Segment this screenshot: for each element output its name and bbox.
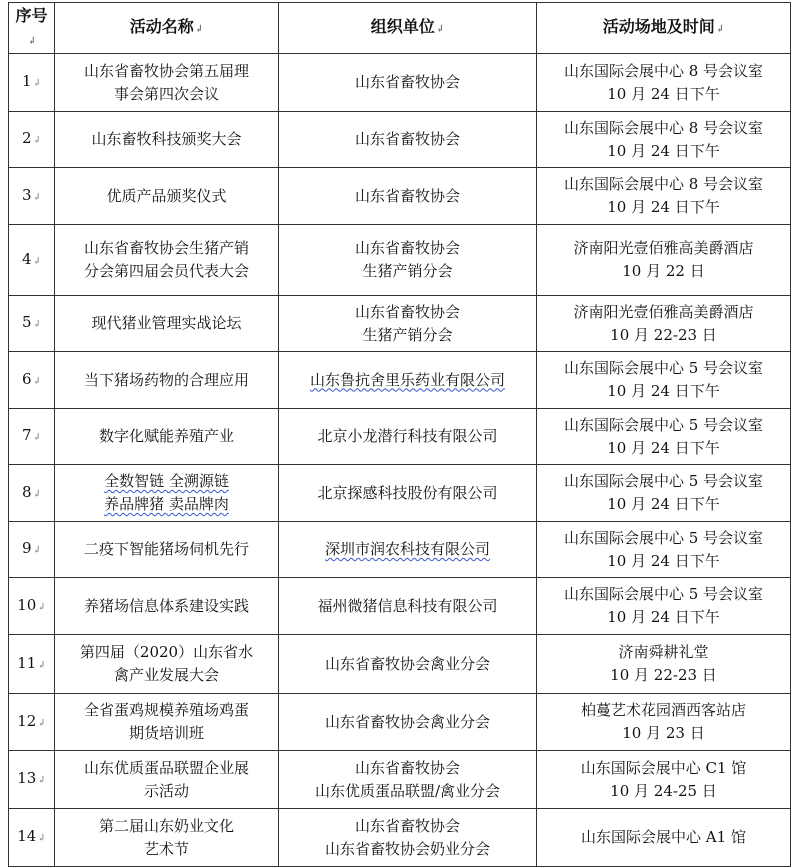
cell-no: 2↲ (9, 112, 55, 168)
events-table (8, 2, 791, 867)
org-line: 山东省畜牧协会禽业分会 (324, 712, 490, 731)
cell-name (55, 296, 279, 352)
name-line: 现代猪业管理实战论坛 (91, 314, 242, 332)
cell-no: 12↲ (9, 694, 55, 751)
cell-org (279, 809, 537, 867)
table-row (9, 225, 791, 296)
cell-name (55, 578, 279, 635)
cell-no: 4↲ (9, 225, 55, 296)
name-line: 第二届山东奶业文化 (98, 816, 234, 835)
name-line: 养品牌猪 卖品牌肉 (104, 495, 229, 513)
table-row (9, 54, 791, 112)
cell-name (55, 694, 279, 751)
venue-line: 10 月 22-23 日 (610, 666, 717, 684)
table-row (9, 465, 791, 522)
venue-line: 济南阳光壹佰雅高美爵酒店 (573, 302, 754, 321)
table-row (9, 352, 791, 409)
venue-line: 山东国际会展中心 5 号会议室 (563, 528, 764, 547)
venue-line: 10 月 24 日下午 (607, 84, 720, 103)
table-row (9, 809, 791, 867)
venue-line: 山东国际会展中心 C1 馆 (580, 758, 747, 777)
cell-org (279, 409, 537, 465)
cell-venue (537, 694, 791, 751)
venue-line: 10 月 24-25 日 (610, 781, 717, 800)
cell-venue (537, 112, 791, 168)
cell-venue (537, 465, 791, 522)
venue-line: 山东国际会展中心 5 号会议室 (563, 585, 764, 603)
venue-line: 山东国际会展中心 8 号会议室 (563, 175, 764, 193)
cell-org (279, 112, 537, 168)
cell-no: 8↲ (9, 465, 55, 522)
cell-no: 5↲ (9, 296, 55, 352)
org-line: 北京探感科技股份有限公司 (317, 483, 498, 502)
table-row (9, 168, 791, 225)
org-line: 山东省畜牧协会 (354, 186, 460, 205)
org-line: 福州微猪信息科技有限公司 (317, 596, 498, 615)
org-line: 山东鲁抗舍里乐药业有限公司 (309, 370, 505, 389)
name-line: 山东省畜牧协会第五届理 (83, 61, 249, 80)
org-line: 生猪产销分会 (362, 262, 453, 280)
cell-org (279, 694, 537, 751)
org-line: 山东省畜牧协会奶业分会 (324, 839, 490, 858)
name-line: 山东省畜牧协会生猪产销 (83, 239, 249, 257)
name-line: 期货培训班 (128, 724, 204, 742)
cell-org (279, 168, 537, 225)
cell-venue (537, 54, 791, 112)
venue-line: 山东国际会展中心 5 号会议室 (563, 472, 764, 490)
cell-venue (537, 296, 791, 352)
name-line: 分会第四届会员代表大会 (83, 262, 249, 280)
name-line: 养猪场信息体系建设实践 (83, 596, 249, 615)
name-line: 山东畜牧科技颁奖大会 (91, 130, 242, 148)
cell-venue (537, 522, 791, 578)
venue-line: 济南阳光壹佰雅高美爵酒店 (573, 239, 754, 257)
org-line: 山东省畜牧协会 (354, 302, 460, 321)
cell-no: 10↲ (9, 578, 55, 635)
cell-name (55, 465, 279, 522)
venue-line: 10 月 23 日 (622, 724, 705, 742)
header-venue: 活动场地及时间↲ (537, 3, 791, 54)
cell-venue (537, 168, 791, 225)
cell-org (279, 352, 537, 409)
table-row (9, 112, 791, 168)
cell-venue (537, 352, 791, 409)
cell-org (279, 522, 537, 578)
name-line: 示活动 (143, 781, 189, 800)
org-line: 山东省畜牧协会 (354, 758, 460, 777)
org-line: 山东省畜牧协会禽业分会 (324, 654, 490, 673)
name-line: 艺术节 (143, 839, 189, 858)
cell-no: 7↲ (9, 409, 55, 465)
name-line: 山东优质蛋品联盟企业展 (83, 758, 249, 777)
table-row (9, 296, 791, 352)
cell-no: 1↲ (9, 54, 55, 112)
header-row (9, 3, 791, 54)
venue-line: 10 月 24 日下午 (607, 551, 720, 570)
cell-name (55, 54, 279, 112)
org-line: 山东省畜牧协会 (354, 816, 460, 835)
cell-no: 11↲ (9, 635, 55, 694)
org-line: 山东优质蛋品联盟/禽业分会 (314, 781, 501, 800)
org-line: 深圳市润农科技有限公司 (324, 540, 490, 558)
venue-line: 济南舜耕礼堂 (618, 643, 709, 661)
name-line: 数字化赋能养殖产业 (98, 427, 234, 445)
name-line: 二疫下智能猪场伺机先行 (83, 540, 249, 558)
cell-venue (537, 635, 791, 694)
venue-line: 山东国际会展中心 8 号会议室 (563, 118, 764, 137)
cell-org (279, 54, 537, 112)
venue-line: 10 月 24 日下午 (607, 198, 720, 216)
cell-no: 3↲ (9, 168, 55, 225)
table-row (9, 694, 791, 751)
table-row (9, 522, 791, 578)
cell-name (55, 635, 279, 694)
cell-name (55, 751, 279, 809)
table-row (9, 751, 791, 809)
cell-name (55, 168, 279, 225)
cell-venue (537, 809, 791, 867)
name-line: 事会第四次会议 (113, 84, 219, 103)
venue-line: 10 月 24 日下午 (607, 608, 720, 626)
header-name: 活动名称↲ (55, 3, 279, 54)
venue-line: 山东国际会展中心 A1 馆 (581, 828, 746, 846)
cell-no: 14↲ (9, 809, 55, 867)
name-line: 第四届（2020）山东省水 (79, 643, 254, 661)
cell-org (279, 635, 537, 694)
cell-name (55, 809, 279, 867)
cell-no: 13↲ (9, 751, 55, 809)
venue-line: 柏蔓艺术花园酒西客站店 (580, 701, 746, 719)
cell-venue (537, 578, 791, 635)
cell-name (55, 112, 279, 168)
cell-org (279, 465, 537, 522)
cell-venue (537, 751, 791, 809)
table-row (9, 409, 791, 465)
cell-name (55, 409, 279, 465)
org-line: 山东省畜牧协会 (354, 73, 460, 91)
name-line: 优质产品颁奖仪式 (106, 186, 227, 205)
cell-org (279, 578, 537, 635)
org-line: 北京小龙潜行科技有限公司 (317, 427, 498, 445)
table-row (9, 578, 791, 635)
venue-line: 10 月 24 日下午 (607, 495, 720, 513)
name-line: 禽产业发展大会 (113, 666, 219, 684)
header-org: 组织单位↲ (279, 3, 537, 54)
cell-no: 6↲ (9, 352, 55, 409)
org-line: 山东省畜牧协会 (354, 130, 460, 148)
name-line: 全数智链 全溯源链 (104, 472, 229, 490)
cell-org (279, 751, 537, 809)
venue-line: 山东国际会展中心 5 号会议室 (563, 415, 764, 434)
name-line: 当下猪场药物的合理应用 (83, 370, 249, 389)
venue-line: 10 月 24 日下午 (607, 438, 720, 457)
venue-line: 10 月 24 日下午 (607, 382, 720, 400)
venue-line: 10 月 22 日 (622, 262, 705, 280)
table-row (9, 635, 791, 694)
cell-no: 9↲ (9, 522, 55, 578)
venue-line: 10 月 24 日下午 (607, 141, 720, 160)
table-body (9, 54, 791, 867)
cell-venue (537, 409, 791, 465)
venue-line: 10 月 22-23 日 (610, 325, 717, 344)
cell-name (55, 522, 279, 578)
cell-name (55, 225, 279, 296)
venue-line: 山东国际会展中心 5 号会议室 (563, 359, 764, 377)
org-line: 生猪产销分会 (362, 325, 453, 344)
name-line: 全省蛋鸡规模养殖场鸡蛋 (83, 701, 249, 719)
cell-org (279, 225, 537, 296)
cell-name (55, 352, 279, 409)
venue-line: 山东国际会展中心 8 号会议室 (563, 61, 764, 80)
cell-org (279, 296, 537, 352)
cell-venue (537, 225, 791, 296)
header-no: 序号↲ (9, 3, 55, 54)
org-line: 山东省畜牧协会 (354, 239, 460, 257)
